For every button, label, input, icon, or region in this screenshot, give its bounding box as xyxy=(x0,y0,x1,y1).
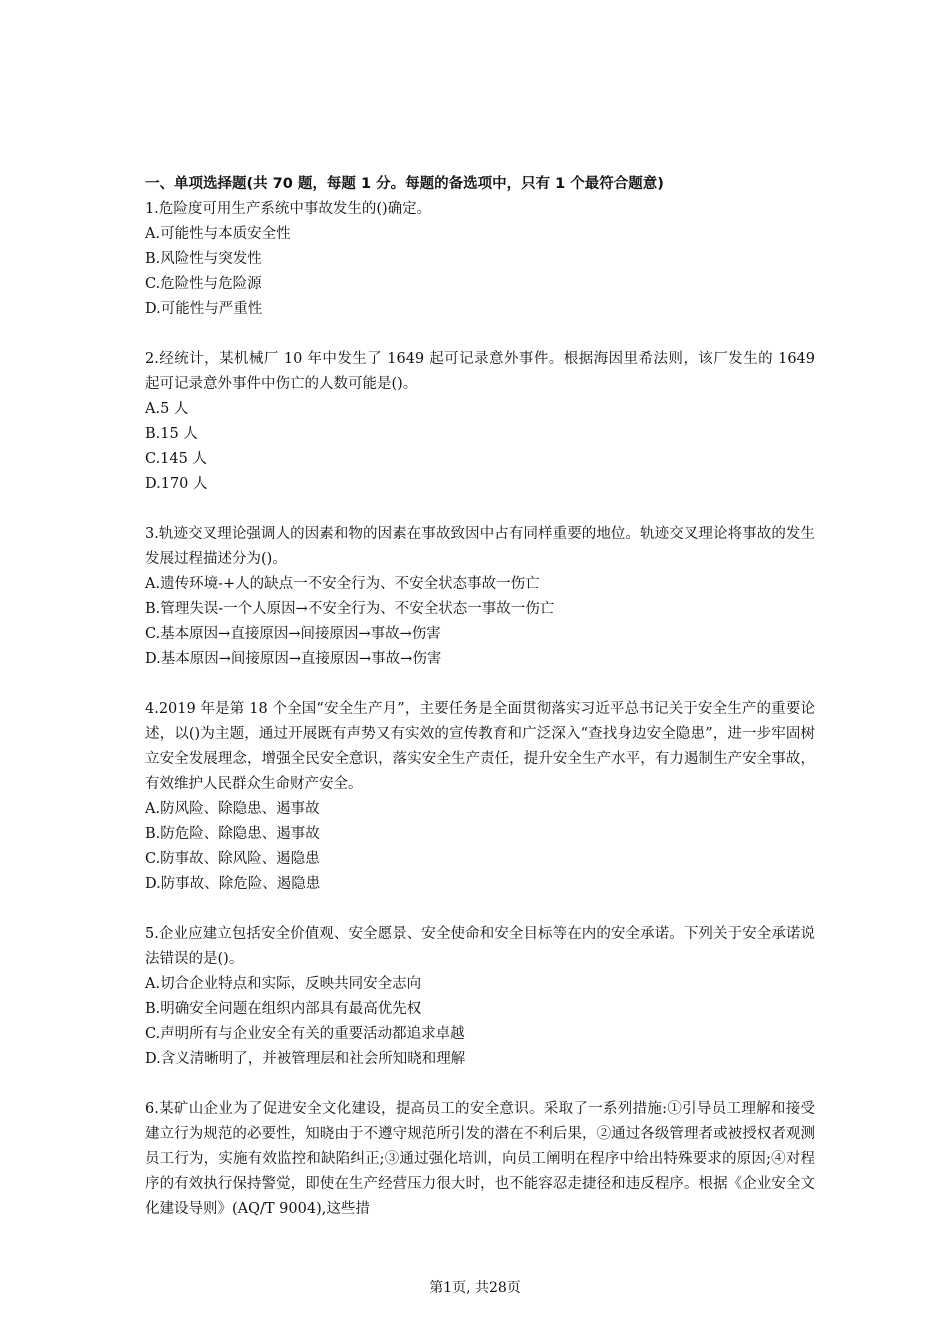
answer-option: B.防危险、除隐患、遏事故 xyxy=(145,826,320,842)
page-footer: 第1页, 共28页 xyxy=(429,1280,521,1296)
question-5 xyxy=(145,922,815,1072)
question-text: 1.危险度可用生产系统中事故发生的()确定。 xyxy=(145,201,432,217)
page-content xyxy=(145,172,815,1247)
answer-option: A.防风险、除隐患、遏事故 xyxy=(145,801,320,817)
question-6 xyxy=(145,1097,815,1222)
question-text: 4.2019 年是第 18 个全国“安全生产月”，主要任务是全面贯彻落实习近平总书记关于安全生产的重要论述，以()为主题，通过开展既有声势又有实效的宣传教育和广泛深入“查找身边安全隐患”，进一步牢固树立安全发展理念，增强全民安全意识，落实安全生产责任，提升安全生产水平，有力遏制生产安全事故，有效维护人民群众生命财产安全。 xyxy=(145,701,815,792)
question-2 xyxy=(145,347,815,497)
question-4 xyxy=(145,697,815,897)
section-title: 一、单项选择题(共 70 题，每题 1 分。每题的备选项中，只有 1 个最符合题意) xyxy=(145,176,664,192)
question-text: 6.某矿山企业为了促进安全文化建设，提高员工的安全意识。采取了一系列措施:①引导员工理解和接受建立行为规范的必要性，知晓由于不遵守规范所引发的潜在不利后果，②通过各级管理者或被授权者观测员工行为，实施有效监控和缺陷纠正;③通过强化培训，向员工阐明在程序中给出特殊要求的原因;④对程序的有效执行保持警觉，即使在生产经营压力很大时，也不能容忍走捷径和违反程序。根据《企业安全文化建设导则》(AQ/T 9004),这些措 xyxy=(145,1101,815,1217)
answer-option: C.危险性与危险源 xyxy=(145,276,262,292)
answer-option: D.含义清晰明了，并被管理层和社会所知晓和理解 xyxy=(145,1051,466,1067)
answer-option: A.可能性与本质安全性 xyxy=(145,226,291,242)
answer-option: B.明确安全问题在组织内部具有最高优先权 xyxy=(145,1001,422,1017)
answer-option: C.145 人 xyxy=(145,451,207,467)
answer-option: D.可能性与严重性 xyxy=(145,301,263,317)
answer-option: C.基本原因→直接原因→间接原因→事故→伤害 xyxy=(145,626,441,642)
answer-option: A.5 人 xyxy=(145,401,189,417)
answer-option: C.声明所有与企业安全有关的重要活动都追求卓越 xyxy=(145,1026,465,1042)
answer-option: B.管理失误-一个人原因→不安全行为、不安全状态一事故一伤亡 xyxy=(145,601,555,617)
answer-option: D.基本原因→间接原因→直接原因→事故→伤害 xyxy=(145,651,442,667)
question-list xyxy=(145,197,815,1222)
answer-option: B.风险性与突发性 xyxy=(145,251,262,267)
question-text: 5.企业应建立包括安全价值观、安全愿景、安全使命和安全目标等在内的安全承诺。下列关于安全承诺说法错误的是()。 xyxy=(145,926,815,967)
answer-option: A.遗传环境-+人的缺点一不安全行为、不安全状态事故一伤亡 xyxy=(145,576,540,592)
answer-option: A.切合企业特点和实际，反映共同安全志向 xyxy=(145,976,422,992)
answer-option: D.防事故、除危险、遏隐患 xyxy=(145,876,321,892)
question-3 xyxy=(145,522,815,672)
answer-option: B.15 人 xyxy=(145,426,198,442)
question-text: 3.轨迹交叉理论强调人的因素和物的因素在事故致因中占有同样重要的地位。轨迹交叉理论将事故的发生发展过程描述分为()。 xyxy=(145,526,815,567)
question-1 xyxy=(145,197,815,322)
answer-option: C.防事故、除风险、遏隐患 xyxy=(145,851,320,867)
question-text: 2.经统计，某机械厂 10 年中发生了 1649 起可记录意外事件。根据海因里希法则，该厂发生的 1649 起可记录意外事件中伤亡的人数可能是()。 xyxy=(145,351,815,392)
answer-option: D.170 人 xyxy=(145,476,208,492)
